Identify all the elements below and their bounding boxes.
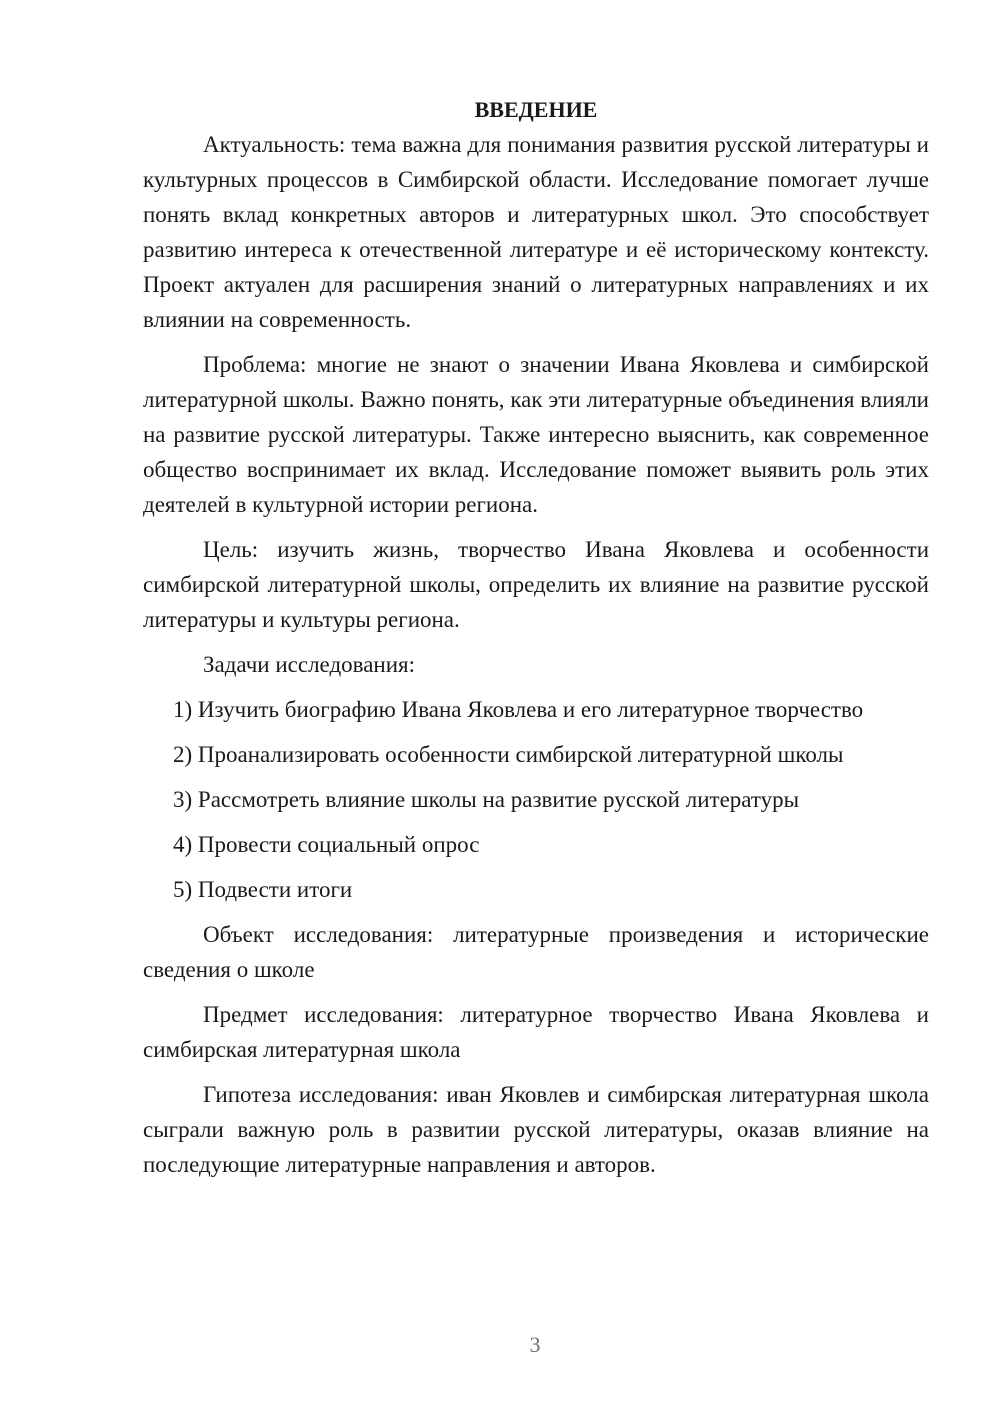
problem-paragraph: Проблема: многие не знают о значении Ивана Яковлева и симбирской литературной школы. Важно понять, как эти литературные объединения влияли на развитие русской литературы. Также интересно выяснить, как современное общество воспринимает их вклад. Исследование поможет выявить роль этих деятелей в культурной истории региона.: [143, 352, 929, 517]
tasks-list: [143, 692, 929, 907]
hypothesis-paragraph: Гипотеза исследования: иван Яковлев и симбирская литературная школа сыграли важную роль в развитии русской литературы, оказав влияние на последующие литературные направления и авторов.: [143, 1082, 929, 1177]
list-item: 4) Провести социальный опрос: [173, 832, 480, 857]
relevance-paragraph: Актуальность: тема важна для понимания развития русской литературы и культурных процессов в Симбирской области. Исследование помогает лучше понять вклад конкретных авторов и литературных школ. Это способствует развитию интереса к отечественной литературе и её историческому контексту. Проект актуален для расширения знаний о литературных направлениях и их влиянии на современность.: [143, 132, 929, 332]
list-item: 3) Рассмотреть влияние школы на развитие русской литературы: [173, 787, 800, 812]
page-number: 3: [529, 1332, 541, 1357]
list-item: 1) Изучить биографию Ивана Яковлева и его литературное творчество: [173, 697, 864, 722]
object-paragraph: Объект исследования: литературные произведения и исторические сведения о школе: [143, 922, 929, 982]
list-item: 5) Подвести итоги: [173, 877, 353, 902]
list-item: 2) Проанализировать особенности симбирской литературной школы: [173, 742, 844, 767]
section-title: ВВЕДЕНИЕ: [474, 97, 598, 122]
document-body: [143, 92, 929, 1192]
goal-paragraph: Цель: изучить жизнь, творчество Ивана Яковлева и особенности симбирской литературной школы, определить их влияние на развитие русской литературы и культуры региона.: [143, 537, 929, 632]
tasks-heading: Задачи исследования:: [203, 652, 416, 677]
subject-paragraph: Предмет исследования: литературное творчество Ивана Яковлева и симбирская литературная школа: [143, 1002, 929, 1062]
